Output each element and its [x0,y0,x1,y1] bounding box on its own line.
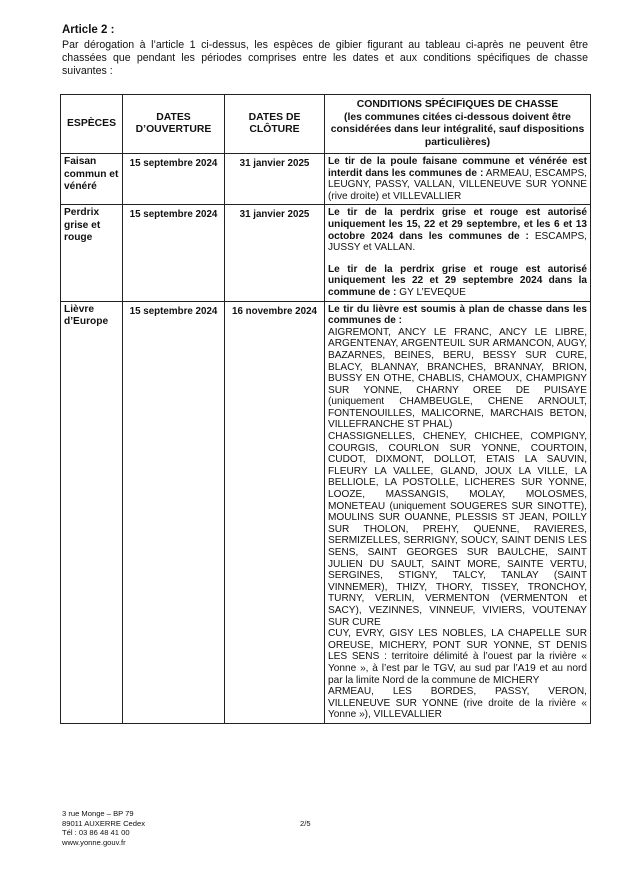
header-species: ESPÈCES [61,95,123,154]
footer-phone: Tél : 03 86 48 41 00 [62,828,130,837]
condition-bold-text: Le tir de la poule faisane commune et vénérée est interdit dans les communes de : [328,156,587,179]
opening-date-cell: 15 septembre 2024 [123,205,225,301]
page-number: 2/5 [300,819,311,828]
header-closing-date: DATES DE CLÔTURE [225,95,325,154]
species-cell: Perdrix grise et rouge [61,205,123,301]
condition-communes-text: GY L’EVEQUE [396,286,466,298]
article-intro: Par dérogation à l’article 1 ci-dessus, les espèces de gibier figurant au tableau ci-après ne peuvent être chassées que pendant les périodes comprises entre les dates et aux conditions spécifiques de chasse suivantes : [62,39,588,77]
footer-address-line: 89011 AUXERRE Cedex [62,818,146,828]
communes-paragraph: CHASSIGNELLES, CHENEY, CHICHEE, COMPIGNY, COURGIS, COURLON SUR YONNE, COURTOIN, CUDOT, DIXMONT, DOLLOT, ETAIS LA SAUVIN, FLEURY LA VALLEE, GLAND, JOUX LA VILLE, LA BELLIOLE, LA POSTOLLE, LICHERES SUR YONNE, LOOZE, MASSANGIS, MOLAY, MOLOSMES, MONETEAU (uniquement SOUGERES SUR SINOTTE), MOULINS SUR OUANNE, PLESSIS ST JEAN, POILLY SUR THOLON, PREHY, QUENNE, RAVIERES, SERMIZELLES, SERRIGNY, SOUCY, SAINT DENIS LES SENS, SAINT GEORGES SUR BAULCHE, SAINT JULIEN DU SAULT, SAINT MORE, SAINTE VERTU, SERGINES, STIGNY, TALCY, TANLAY (SAINT VINNEMER), THIZY, THORY, TISSEY, TRONCHOY, TURNY, VERLIN, VERMENTON (VERMENTON et SACY), VEZINNES, VINNEUF, VIVIERS, VOUTENAY SUR CURE [328,431,587,628]
hunting-conditions-table [60,94,591,724]
closing-date-cell: 31 janvier 2025 [225,154,325,205]
table-row [61,205,591,301]
communes-paragraph: CUY, EVRY, GISY LES NOBLES, LA CHAPELLE SUR OREUSE, MICHERY, PONT SUR YONNE, ST DENIS LES SENS : territoire délimité à l’ouest par la rivière « Yonne », à l’est par le TGV, au sud par l’A19 et au nord par la limite Nord de la commune de MICHERY [328,628,587,686]
header-conditions [325,95,591,154]
species-cell: Faisan commun et vénéré [61,154,123,205]
condition-bold-text: Le tir de la perdrix grise et rouge est autorisé uniquement les 15, 22 et 29 septembre, et les 6 et 13 octobre 2024 dans les communes de : [328,207,587,242]
closing-date-cell: 31 janvier 2025 [225,205,325,301]
article-title: Article 2 : [62,24,115,36]
condition-communes-text: ESCAMPS, JUSSY et VALLAN. [328,230,587,254]
footer-website: www.yonne.gouv.fr [62,837,126,847]
condition-bold-text: Le tir du lièvre est soumis à plan de chasse dans les communes de : [328,303,587,327]
header-conditions-subtitle: (les communes citées ci-dessous doivent être considérées dans leur intégralité, sauf dispositions particulières) [330,111,585,148]
conditions-cell [325,154,591,205]
footer-address [62,809,145,847]
communes-paragraph: ARMEAU, LES BORDES, PASSY, VERON, VILLENEUVE SUR YONNE (rive droite de la rivière « Yonne »), VILLEVALLIER [328,686,587,721]
condition-bold-text: Le tir de la perdrix grise et rouge est autorisé uniquement les 22 et 29 septembre 2024 dans la commune de : [328,263,587,298]
conditions-cell [325,205,591,301]
header-conditions-title: CONDITIONS SPÉCIFIQUES DE CHASSE [356,99,559,110]
table-row [61,154,591,205]
condition-communes-text: ARMEAU, ESCAMPS, LEUGNY, PASSY, VALLAN, VILLENEUVE SUR YONNE (rive droite) et VILLEVALLIER [328,167,587,202]
header-opening-date: DATES D’OUVERTURE [123,95,225,154]
opening-date-cell: 15 septembre 2024 [123,154,225,205]
opening-date-cell: 15 septembre 2024 [123,301,225,723]
communes-paragraph: AIGREMONT, ANCY LE FRANC, ANCY LE LIBRE, ARGENTENAY, ARGENTEUIL SUR ARMANCON, AUGY, BAZARNES, BEINES, BERU, BESSY SUR CURE, BLACY, BLANNAY, BRANCHES, BRANNAY, BRION, BUSSY EN OTHE, CHABLIS, CHAMOUX, CHAMPIGNY SUR YONNE, CHARNY OREE DE PUISAYE (uniquement CHAMBEUGLE, CHENE ARNOULT, FONTENOUILLES, MALICORNE, MARCHAIS BETON, VILLEFRANCHE ST PHAL) [328,326,587,431]
species-cell: Lièvre d’Europe [61,301,123,723]
table-row [61,301,591,723]
closing-date-cell: 16 novembre 2024 [225,301,325,723]
table-header-row [61,95,591,154]
footer-address-line: 3 rue Monge – BP 79 [62,809,134,818]
conditions-cell [325,301,591,723]
